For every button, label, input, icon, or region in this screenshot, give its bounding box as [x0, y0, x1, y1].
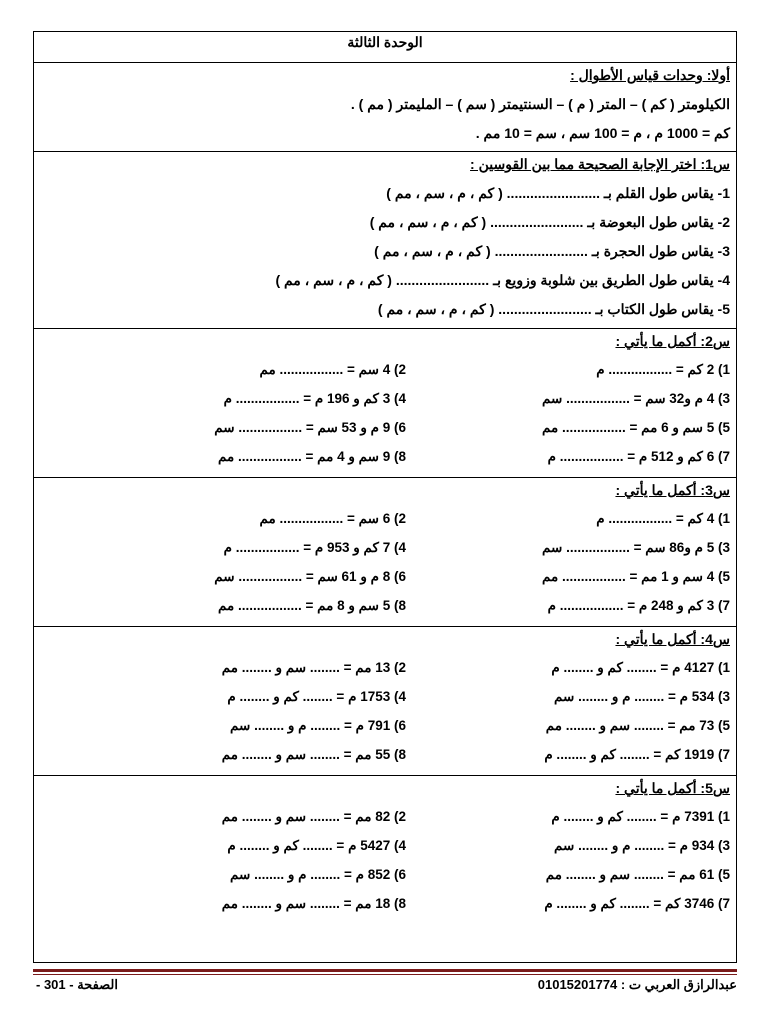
q4-section [34, 626, 736, 775]
q5-item: 2) 82 مم = ........ سم و ........ مم [221, 809, 406, 824]
footer-divider [33, 969, 737, 972]
intro-heading: أولا: وحدات قياس الأطوال : [570, 67, 730, 83]
q1-item: 3- يقاس طول الحجرة بـ ........................ ( كم ، م ، سم ، مم ) [374, 243, 730, 259]
q3-item: 2) 6 سم = ................. مم [259, 511, 406, 526]
q2-item: 4) 3 كم و 196 م = ................. م [223, 391, 406, 406]
footer-divider [33, 974, 737, 975]
q1-item: 5- يقاس طول الكتاب بـ ........................ ( كم ، م ، سم ، مم ) [377, 301, 730, 317]
q3-item: 5) 4 سم و 1 مم = ................. مم [542, 569, 730, 584]
intro-section [34, 62, 736, 151]
q2-item: 8) 9 سم و 4 مم = ................. مم [218, 449, 406, 464]
q4-item: 6) 791 م = ........ م و ........ سم [230, 718, 406, 733]
q5-item: 6) 852 م = ........ م و ........ سم [230, 867, 406, 882]
q3-section [34, 477, 736, 626]
q2-item: 1) 2 كم = ................. م [596, 362, 730, 377]
q3-item: 3) 5 م و86 سم = ................. سم [542, 540, 730, 555]
units-line: الكيلومتر ( كم ) – المتر ( م ) – السنتيمتر ( سم ) – المليمتر ( مم ) . [350, 96, 730, 112]
q3-item: 4) 7 كم و 953 م = ................. م [223, 540, 406, 555]
q3-item: 6) 8 م و 61 سم = ................. سم [214, 569, 406, 584]
q4-item: 2) 13 مم = ........ سم و ........ مم [221, 660, 406, 675]
q1-item: 1- يقاس طول القلم بـ ........................ ( كم ، م ، سم ، مم ) [386, 185, 730, 201]
q1-item: 4- يقاس طول الطريق بين شلوبة وزويع بـ ........................ ( كم ، م ، سم ، مم ) [275, 272, 730, 288]
q1-section [34, 151, 736, 328]
q4-heading: س4: أكمل ما يأتي : [615, 631, 730, 647]
q2-item: 7) 6 كم و 512 م = ................. م [547, 449, 730, 464]
q3-item: 7) 3 كم و 248 م = ................. م [547, 598, 730, 613]
q1-item: 2- يقاس طول البعوضة بـ ........................ ( كم ، م ، سم ، مم ) [369, 214, 730, 230]
q4-item: 8) 55 مم = ........ سم و ........ مم [221, 747, 406, 762]
q2-item: 6) 9 م و 53 سم = ................. سم [214, 420, 406, 435]
q2-section [34, 328, 736, 477]
q5-item: 3) 934 م = ........ م و ........ سم [554, 838, 730, 853]
q4-item: 5) 73 مم = ........ سم و ........ مم [545, 718, 730, 733]
q5-section [34, 775, 736, 964]
q2-item: 3) 4 م و32 سم = ................. سم [542, 391, 730, 406]
q3-item: 8) 5 سم و 8 مم = ................. مم [218, 598, 406, 613]
q5-item: 5) 61 مم = ........ سم و ........ مم [545, 867, 730, 882]
q2-item: 2) 4 سم = ................. مم [259, 362, 406, 377]
q3-heading: س3: أكمل ما يأتي : [615, 482, 730, 498]
q4-item: 3) 534 م = ........ م و ........ سم [554, 689, 730, 704]
q5-heading: س5: أكمل ما يأتي : [615, 780, 730, 796]
conversions-line: كم = 1000 م ، م = 100 سم ، سم = 10 مم . [475, 125, 730, 141]
q5-item: 4) 5427 م = ........ كم و ........ م [227, 838, 406, 853]
unit-title: الوحدة الثالثة [347, 34, 423, 50]
q4-item: 1) 4127 م = ........ كم و ........ م [551, 660, 730, 675]
q4-item: 4) 1753 م = ........ كم و ........ م [227, 689, 406, 704]
q2-item: 5) 5 سم و 6 مم = ................. مم [542, 420, 730, 435]
footer-author: عبدالرازق العربي ت : 01015201774 [537, 977, 737, 992]
q1-heading: س1: اختر الإجابة الصحيحة مما بين القوسين : [470, 156, 730, 172]
worksheet-frame [33, 31, 737, 963]
q5-item: 8) 18 مم = ........ سم و ........ مم [221, 896, 406, 911]
q3-item: 1) 4 كم = ................. م [596, 511, 730, 526]
q5-item: 7) 3746 كم = ........ كم و ........ م [544, 896, 730, 911]
footer-page-number: الصفحة - 301 - [36, 977, 118, 992]
q5-item: 1) 7391 م = ........ كم و ........ م [551, 809, 730, 824]
q4-item: 7) 1919 كم = ........ كم و ........ م [544, 747, 730, 762]
q2-heading: س2: أكمل ما يأتي : [615, 333, 730, 349]
